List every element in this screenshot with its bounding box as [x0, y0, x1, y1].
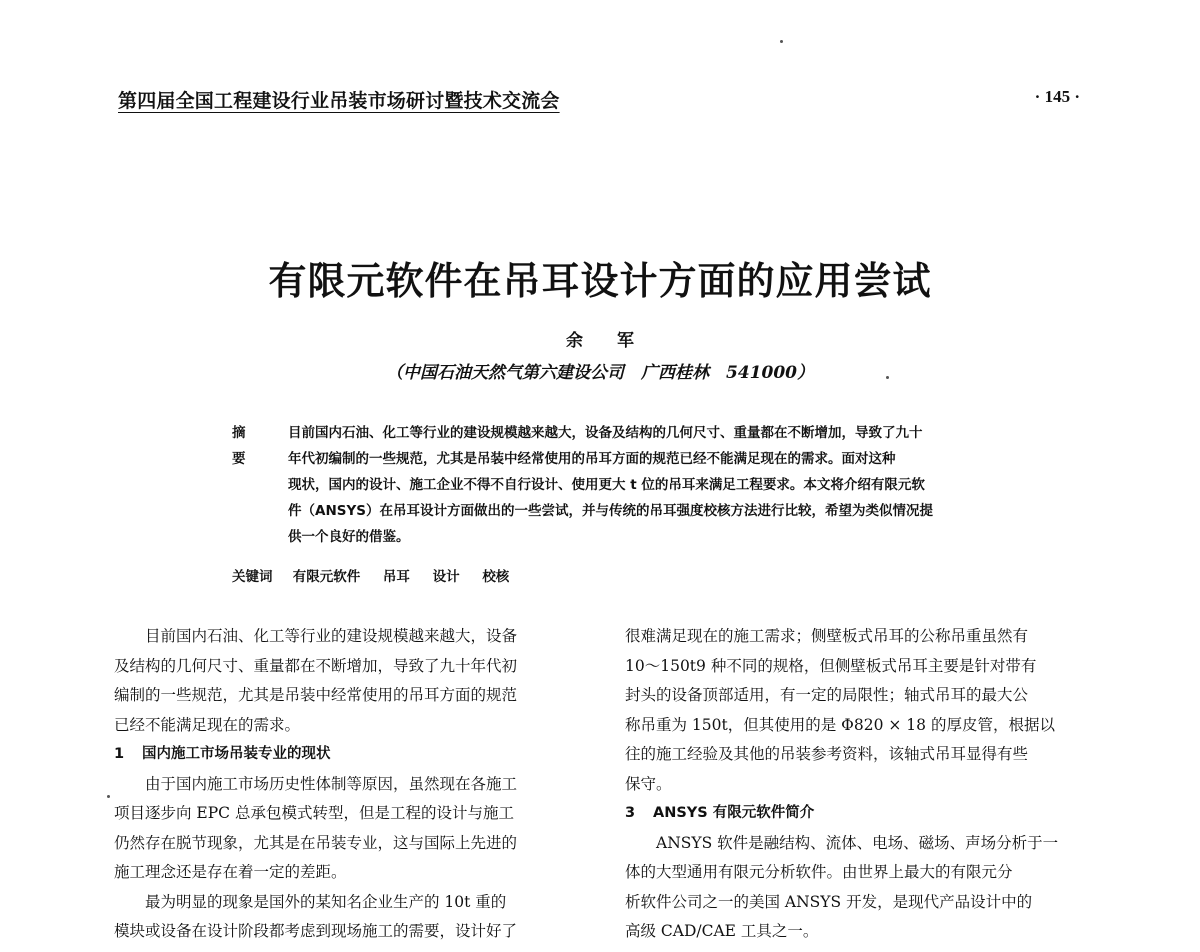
section-number: 1: [114, 746, 125, 762]
body-line: 模块或设备在设计阶段都考虑到现场施工的需要，设计好了: [114, 922, 518, 940]
scan-speck: [780, 40, 783, 43]
abstract-line: 供一个良好的借鉴。: [288, 529, 410, 545]
body-line: 编制的一些规范，尤其是吊装中经常使用的吊耳方面的规范: [114, 686, 518, 704]
body-line: ANSYS 软件是融结构、流体、电场、磁场、声场分析于一: [656, 833, 1059, 852]
body-line: 很难满足现在的施工需求；侧壁板式吊耳的公称吊重虽然有: [625, 627, 1029, 645]
body-line: 仍然存在脱节现象，尤其是在吊装专业，这与国际上先进的: [114, 833, 518, 852]
keywords-block: [232, 565, 1032, 585]
body-line: 最为明显的现象是国外的某知名企业生产的 10t 重的: [145, 892, 507, 911]
body-line: 由于国内施工市场历史性体制等原因，虽然现在各施工: [145, 774, 518, 793]
body-line: 体的大型通用有限元分析软件。由世界上最大的有限元分: [625, 863, 1013, 881]
body-line: 称吊重为 150t，但其使用的是 Φ820 × 18 的厚皮管，根据以: [625, 715, 1055, 734]
body-line: 高级 CAD/CAE 工具之一。: [625, 922, 819, 940]
body-column-right: [625, 622, 1095, 947]
body-line: 目前国内石油、化工等行业的建设规模越来越大，设备: [145, 627, 518, 645]
abstract-line: 目前国内石油、化工等行业的建设规模越来越大，设备及结构的几何尺寸、重量都在不断增加，导致了九十: [288, 425, 923, 441]
section-number: 3: [625, 805, 636, 821]
body-line: 及结构的几何尺寸、重量都在不断增加，导致了九十年代初: [114, 656, 518, 675]
keyword: 校核: [482, 569, 510, 585]
author-affiliation: （中国石油天然气第六建设公司 广西桂林 541000）: [386, 363, 814, 383]
abstract-label: 摘 要: [232, 425, 254, 467]
body-line: 项目逐步向 EPC 总承包模式转型，但是工程的设计与施工: [114, 804, 514, 822]
abstract-line: 现状，国内的设计、施工企业不得不自行设计、使用更大 t 位的吊耳来满足工程要求。本文将介绍有限元软: [288, 477, 925, 493]
section-title: ANSYS 有限元软件简介: [653, 805, 815, 821]
body-line: 已经不能满足现在的需求。: [114, 715, 301, 734]
author-name: 余 军: [566, 331, 648, 351]
scan-speck: [107, 795, 110, 798]
abstract-line: 件（ANSYS）在吊耳设计方面做出的一些尝试，并与传统的吊耳强度校核方法进行比较，希望为类似情况提: [288, 503, 933, 519]
scan-speck: [886, 376, 889, 379]
body-column-left: [114, 622, 584, 947]
body-line: 10～150t9 种不同的规格，但侧壁板式吊耳主要是针对带有: [625, 656, 1037, 675]
page-number: · 145 ·: [1034, 87, 1080, 106]
keyword: 设计: [432, 569, 460, 585]
abstract-text: [288, 420, 1032, 550]
article-title: 有限元软件在吊耳设计方面的应用尝试: [268, 258, 932, 303]
abstract-line: 年代初编制的一些规范，尤其是吊装中经常使用的吊耳方面的规范已经不能满足现在的需求。面对这种: [288, 451, 896, 467]
section-title: 国内施工市场吊装专业的现状: [142, 746, 331, 762]
abstract-block: [232, 420, 1032, 550]
keyword: 有限元软件: [292, 569, 361, 585]
body-line: 保守。: [625, 774, 672, 793]
keywords-label: 关键词: [232, 569, 273, 585]
section-heading: [114, 740, 584, 770]
conference-title: 第四届全国工程建设行业吊装市场研讨暨技术交流会: [118, 90, 560, 112]
running-header: [118, 86, 1080, 116]
body-line: 施工理念还是存在着一定的差距。: [114, 863, 347, 881]
body-line: 封头的设备顶部适用，有一定的局限性；轴式吊耳的最大公: [625, 686, 1029, 704]
keyword: 吊耳: [382, 569, 410, 585]
section-heading: [625, 799, 1095, 829]
body-line: 往的施工经验及其他的吊装参考资料，该轴式吊耳显得有些: [625, 745, 1029, 763]
body-line: 析软件公司之一的美国 ANSYS 开发，是现代产品设计中的: [625, 892, 1033, 911]
